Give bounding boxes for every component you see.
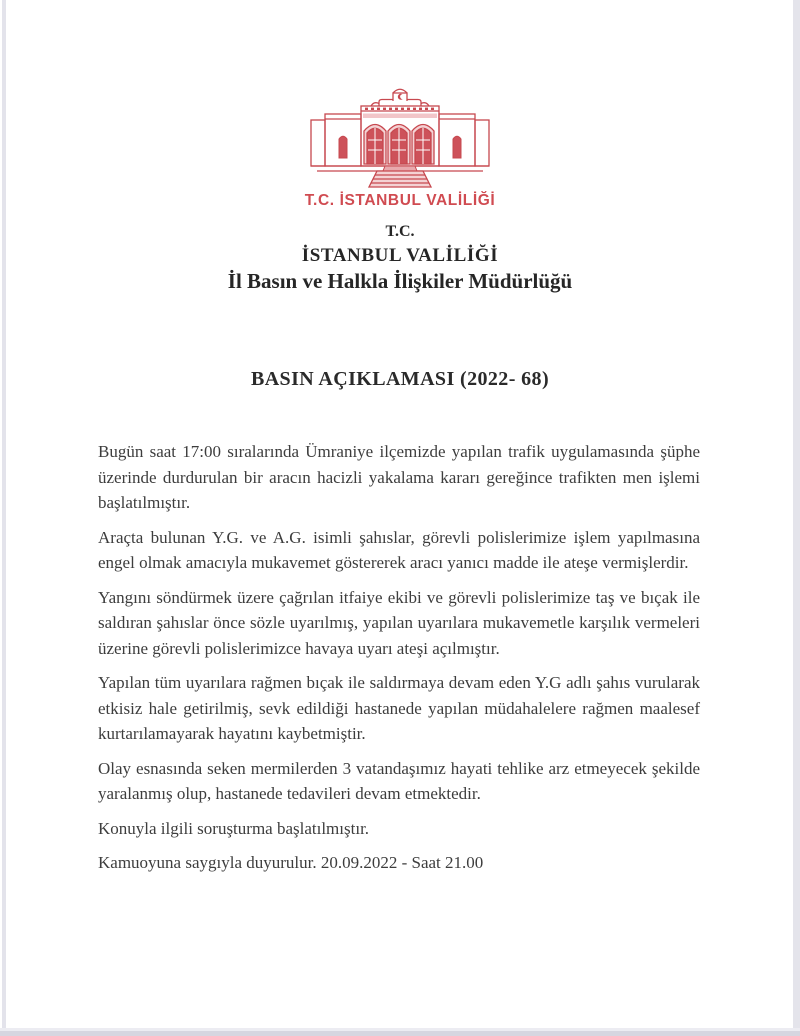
photo-edge-left [2,0,6,1036]
governorship-logo [0,88,800,188]
header-line-valilik: İSTANBUL VALİLİĞİ [301,245,499,266]
header-line-mudurluk: İl Basın ve Halkla İlişkiler Müdürlüğü [227,269,573,293]
photo-edge-bottom [0,1031,800,1036]
logo-caption: T.C. İSTANBUL VALİLİĞİ [304,192,496,209]
photo-edge-right [793,0,800,1036]
istanbul-valiligi-building-icon [309,88,491,188]
header-line-tc: T.C. [385,223,415,240]
press-release-paragraph: Bugün saat 17:00 sıralarında Ümraniye ilçemizde yapılan trafik uygulamasında şüphe üzerinde durdurulan bir aracın hacizli yakalama kararı gereğince trafikten men işlemi başlatılmıştır. [98,442,700,512]
press-release-closing-line: Kamuoyuna saygıyla duyurulur. 20.09.2022 - Saat 21.00 [98,853,484,872]
press-release-paragraph: Araçta bulunan Y.G. ve A.G. isimli şahıslar, görevli polislerimize işlem yapılmasına engel olmak amacıyla mukavemet göstererek aracı yanıcı madde ile ateşe vermişlerdir. [98,527,700,572]
press-release-paragraph: Yangını söndürmek üzere çağrılan itfaiye ekibi ve görevli polislerimize taş ve bıçak ile saldıran şahıslar önce sözle uyarılmış, yapılan uyarılara mukavemetle karşılık vermeleri üzerine görevli polislerimizce havaya uyarı ateşi açılmıştır. [98,587,700,658]
press-release-paragraph: Yapılan tüm uyarılara rağmen bıçak ile saldırmaya devam eden Y.G adlı şahıs vurularak etkisiz hale getirilmiş, sevk edildiği hastanede yapılan müdahalelere rağmen maalesef kurtarılamayarak hayatını kaybetmiştir. [98,673,700,743]
press-release-paragraph: Olay esnasında seken mermilerden 3 vatandaşımız hayati tehlike arz etmeyecek şekilde yaralanmış olup, hastanede tedavileri devam etmektedir. [98,758,700,803]
press-release-title: BASIN AÇIKLAMASI (2022- 68) [250,368,550,390]
press-release-paragraph: Konuyla ilgili soruşturma başlatılmıştır. [98,818,370,838]
document-header [0,0,800,294]
press-release-body [98,439,700,876]
